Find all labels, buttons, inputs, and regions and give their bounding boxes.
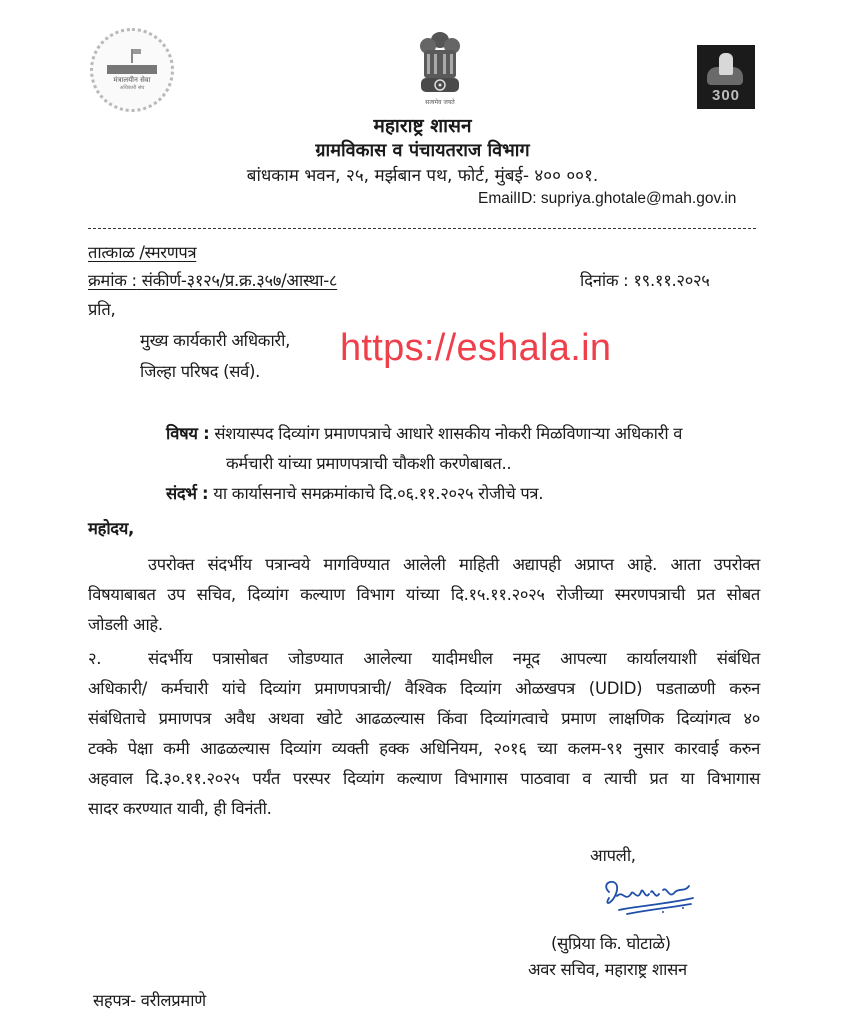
- logo-number: 300: [711, 87, 741, 104]
- enclosure-note: सहपत्र- वरीलप्रमाणे: [93, 991, 206, 1010]
- ref-label: क्रमांक :: [88, 271, 137, 290]
- subject-label: विषय :: [166, 424, 210, 443]
- signature-icon: [597, 872, 697, 922]
- address: बांधकाम भवन, २५, मर्झबान पथ, फोर्ट, मुंबई- ४०० ००१.: [246, 166, 599, 186]
- building-icon: [107, 65, 157, 74]
- signatory-name: (सुप्रिया कि. घोटाळे): [551, 934, 671, 953]
- mantralay-seva-logo: [90, 28, 174, 112]
- para1-line1: [88, 557, 760, 574]
- para1-text: उपरोक्त संदर्भीय पत्रान्वये मागविण्यात आलेली माहिती अद्यापही अप्राप्त आहे. आता उपरोक्त: [148, 555, 760, 574]
- greeting: महोदय,: [88, 519, 135, 538]
- department-name: ग्रामविकास व पंचायतराज विभाग: [315, 140, 530, 161]
- date-label: दिनांक :: [580, 271, 629, 290]
- email-label: EmailID:: [478, 190, 537, 207]
- para1-line3: जोडली आहे.: [88, 615, 163, 634]
- letter-date: [580, 273, 710, 290]
- ashoka-emblem-icon: [418, 30, 462, 98]
- para2-line5: अहवाल दि.३०.११.२०२५ पर्यंत परस्पर दिव्यांग कल्याण विभागास पाठवावा व त्याची प्रत या विभागास: [88, 769, 760, 788]
- ref-value: संकीर्ण-३१२५/प्र.क्र.३५७/आस्था-८: [141, 271, 338, 290]
- para2-line3: संबंधिताचे प्रमाणपत्र अवैध अथवा खोटे आढळल्यास किंवा दिव्यांगत्वाचे प्रमाण लाक्षणिक दिव्यांगत्व ४०: [88, 709, 760, 728]
- reference-number: [88, 273, 337, 290]
- email-line: [478, 190, 736, 208]
- recipient-line2: जिल्हा परिषद (सर्व).: [140, 362, 261, 381]
- signatory-designation: अवर सचिव, महाराष्ट्र शासन: [528, 960, 687, 979]
- para2-number: २.: [88, 649, 102, 668]
- subject-text1: संशयास्पद दिव्यांग प्रमाणपत्राचे आधारे शासकीय नोकरी मिळविणाऱ्या अधिकारी व: [214, 424, 683, 443]
- date-value: १९.११.२०२५: [633, 271, 710, 290]
- para2-line2: अधिकारी/ कर्मचारी यांचे दिव्यांग प्रमाणपत्राची/ वैश्विक दिव्यांग ओळखपत्र (UDID) पडताळणी करुन: [88, 679, 760, 698]
- flag-icon: [131, 49, 133, 63]
- org-name: महाराष्ट्र शासन: [373, 115, 472, 137]
- para2-line1: संदर्भीय पत्रासोबत जोडण्यात आलेल्या यादीमधील नमूद आपल्या कार्यालयाशी संबंधित: [148, 649, 760, 668]
- urgency-tag: तात्काळ /स्मरणपत्र: [88, 243, 197, 262]
- reference-label: संदर्भ :: [166, 484, 209, 503]
- subject-line2: कर्मचारी यांच्या प्रमाणपत्राची चौकशी करणेबाबत..: [226, 454, 512, 473]
- logo-subcaption: अधिकारी संघ: [119, 84, 145, 91]
- logo-caption: मंत्रालयीन सेवा: [113, 76, 151, 85]
- subject-line1: [166, 426, 682, 443]
- recipient-prefix: प्रति,: [88, 300, 116, 319]
- para2-line6: सादर करण्यात यावी, ही विनंती.: [88, 799, 272, 818]
- closing: आपली,: [590, 846, 636, 865]
- email-link[interactable]: supriya.ghotale@mah.gov.in: [540, 190, 737, 207]
- recipient-line1: मुख्य कार्यकारी अधिकारी,: [140, 331, 291, 350]
- reference-line: [166, 486, 543, 503]
- emblem-motto: सत्यमेव जयते: [425, 99, 455, 106]
- reference-text: या कार्यासनाचे समक्रमांकाचे दि.०६.११.२०२५ रोजीचे पत्र.: [213, 484, 544, 503]
- watermark-link[interactable]: https://eshala.in: [340, 327, 612, 369]
- figure-icon: [719, 53, 733, 75]
- para2-line4: टक्के पेक्षा कमी आढळल्यास दिव्यांग व्यक्ती हक्क अधिनियम, २०१६ च्या कलम-९१ नुसार कारवाई करुन: [88, 739, 760, 758]
- ahilyadevi-300-logo: [697, 45, 755, 109]
- divider: [88, 228, 756, 229]
- para1-line2: विषयाबाबत उप सचिव, दिव्यांग कल्याण विभाग यांच्या दि.१५.११.२०२५ रोजीच्या स्मरणपत्राची प्रत सोबत: [88, 585, 760, 604]
